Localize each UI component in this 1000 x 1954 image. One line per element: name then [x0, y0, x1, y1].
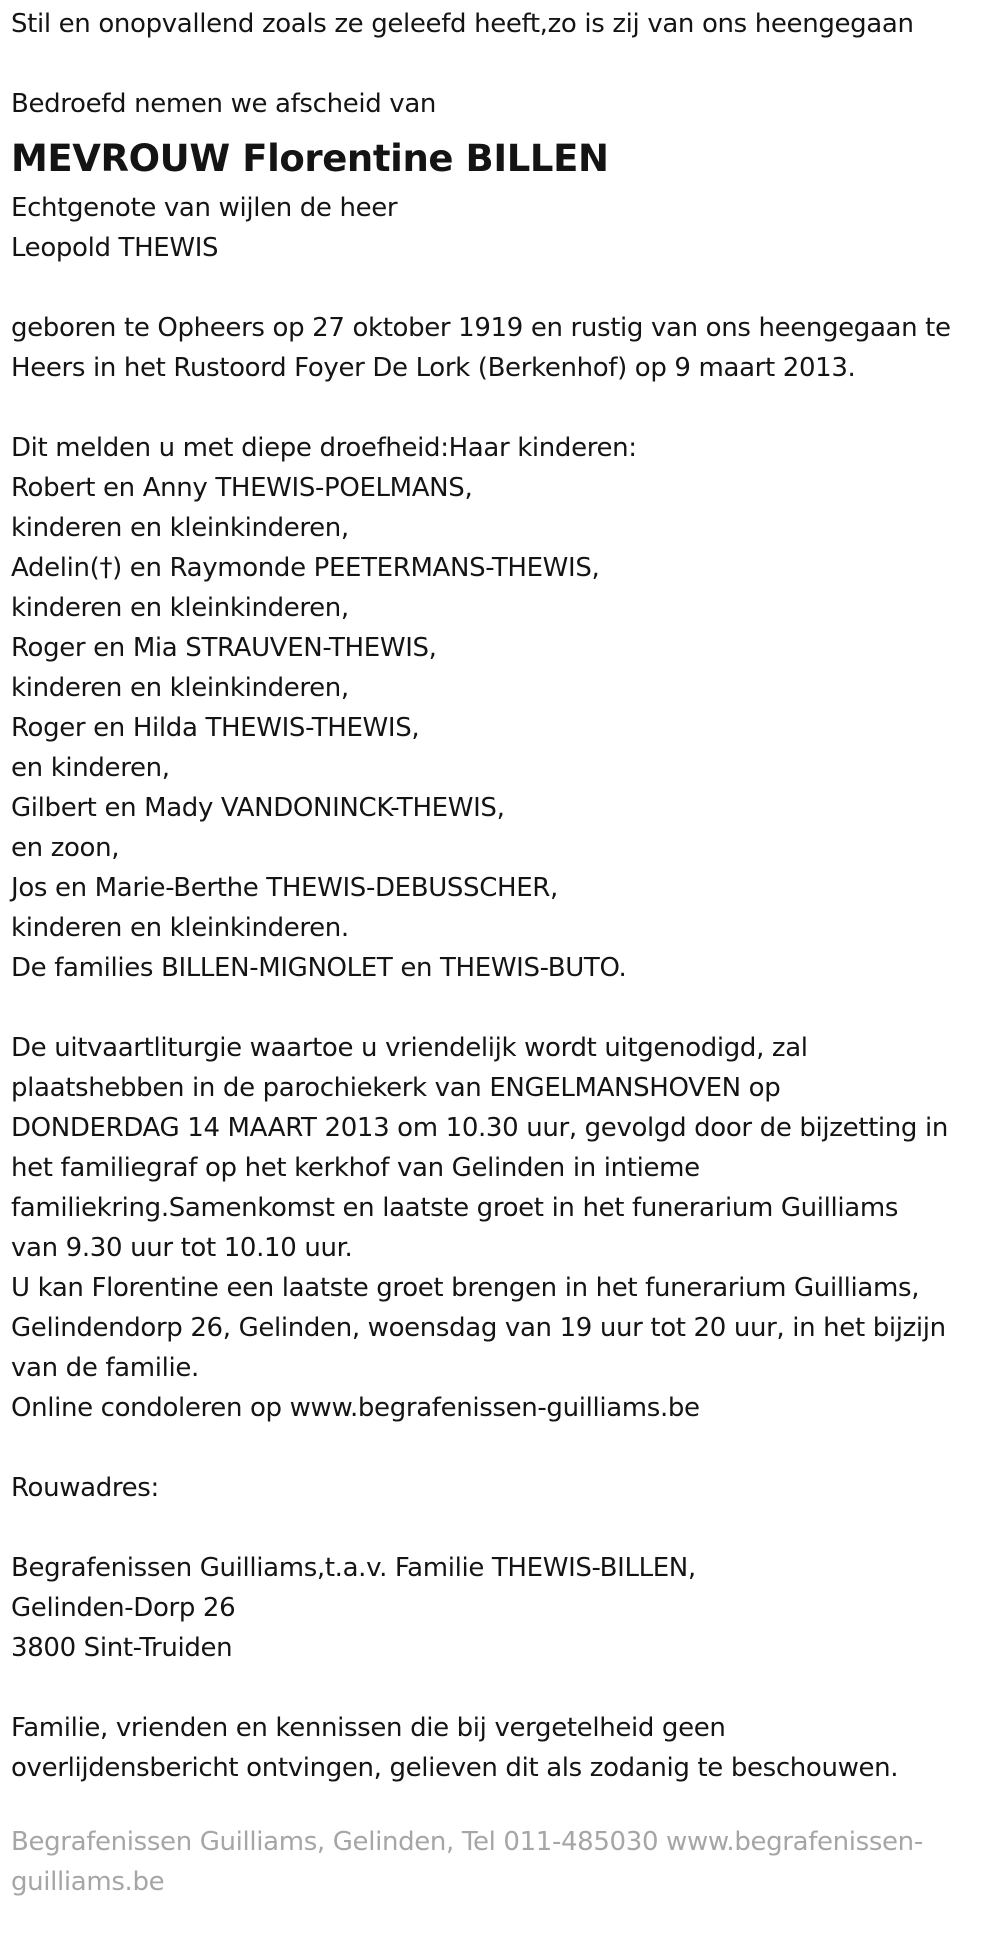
family-line: en zoon,: [11, 833, 120, 863]
spacer: [11, 1428, 994, 1468]
spacer: [11, 988, 994, 1028]
funeral-line: plaatshebben in de parochiekerk van ENGELMANSHOVEN op: [11, 1073, 781, 1103]
footer-line-1: Begrafenissen Guilliams, Gelinden, Tel 011-485030 www.begrafenissen-: [11, 1827, 923, 1857]
footer-line-2: guilliams.be: [11, 1867, 165, 1897]
opening-quote: Stil en onopvallend zoals ze geleefd heeft,zo is zij van ons heengegaan: [11, 9, 914, 39]
family-line: kinderen en kleinkinderen,: [11, 673, 349, 703]
mourning-address-line: 3800 Sint-Truiden: [11, 1633, 233, 1663]
footer: [11, 1822, 994, 1902]
funeral-line: DONDERDAG 14 MAART 2013 om 10.30 uur, gevolgd door de bijzetting in: [11, 1113, 948, 1143]
family-line: en kinderen,: [11, 753, 170, 783]
spouse-line-1: Echtgenote van wijlen de heer: [11, 193, 398, 223]
family-line: Roger en Mia STRAUVEN-THEWIS,: [11, 633, 437, 663]
family-intro: Dit melden u met diepe droefheid:Haar kinderen:: [11, 433, 637, 463]
spacer: [11, 268, 994, 308]
mourning-address-label: Rouwadres:: [11, 1473, 159, 1503]
mourning-address-line: Gelinden-Dorp 26: [11, 1593, 236, 1623]
family-line: kinderen en kleinkinderen.: [11, 913, 349, 943]
spacer: [11, 1508, 994, 1548]
obituary-page: [0, 4, 1000, 1954]
family-line: Robert en Anny THEWIS-POELMANS,: [11, 473, 473, 503]
family-line: Adelin(†) en Raymonde PEETERMANS-THEWIS,: [11, 553, 600, 583]
online-condolence-line: Online condoleren op www.begrafenissen-guilliams.be: [11, 1393, 700, 1423]
funeral-line: Gelindendorp 26, Gelinden, woensdag van 19 uur tot 20 uur, in het bijzijn: [11, 1313, 946, 1343]
family-line: kinderen en kleinkinderen,: [11, 513, 349, 543]
funeral-line: De uitvaartliturgie waartoe u vriendelijk wordt uitgenodigd, zal: [11, 1033, 808, 1063]
family-line: kinderen en kleinkinderen,: [11, 593, 349, 623]
funeral-line: het familiegraf op het kerkhof van Gelinden in intieme: [11, 1153, 700, 1183]
mourning-address-line: Begrafenissen Guilliams,t.a.v. Familie THEWIS-BILLEN,: [11, 1553, 696, 1583]
family-line: De families BILLEN-MIGNOLET en THEWIS-BUTO.: [11, 953, 627, 983]
family-line: Roger en Hilda THEWIS-THEWIS,: [11, 713, 420, 743]
birth-death-line-2: Heers in het Rustoord Foyer De Lork (Berkenhof) op 9 maart 2013.: [11, 353, 856, 383]
intro-text: Bedroefd nemen we afscheid van: [11, 89, 437, 119]
funeral-line: U kan Florentine een laatste groet brengen in het funerarium Guilliams,: [11, 1273, 920, 1303]
spacer: [11, 1668, 994, 1708]
funeral-line: van de familie.: [11, 1353, 199, 1383]
spacer: [11, 388, 994, 428]
funeral-line: familiekring.Samenkomst en laatste groet in het funerarium Guilliams: [11, 1193, 899, 1223]
deceased-name: MEVROUW Florentine BILLEN: [11, 137, 609, 180]
birth-death-line-1: geboren te Opheers op 27 oktober 1919 en rustig van ons heengegaan te: [11, 313, 951, 343]
funeral-line: van 9.30 uur tot 10.10 uur.: [11, 1233, 353, 1263]
closing-line: overlijdensbericht ontvingen, gelieven dit als zodanig te beschouwen.: [11, 1753, 899, 1783]
family-line: Jos en Marie-Berthe THEWIS-DEBUSSCHER,: [11, 873, 558, 903]
spacer: [11, 44, 994, 84]
closing-line: Familie, vrienden en kennissen die bij vergetelheid geen: [11, 1713, 726, 1743]
family-line: Gilbert en Mady VANDONINCK-THEWIS,: [11, 793, 505, 823]
spouse-line-2: Leopold THEWIS: [11, 233, 219, 263]
